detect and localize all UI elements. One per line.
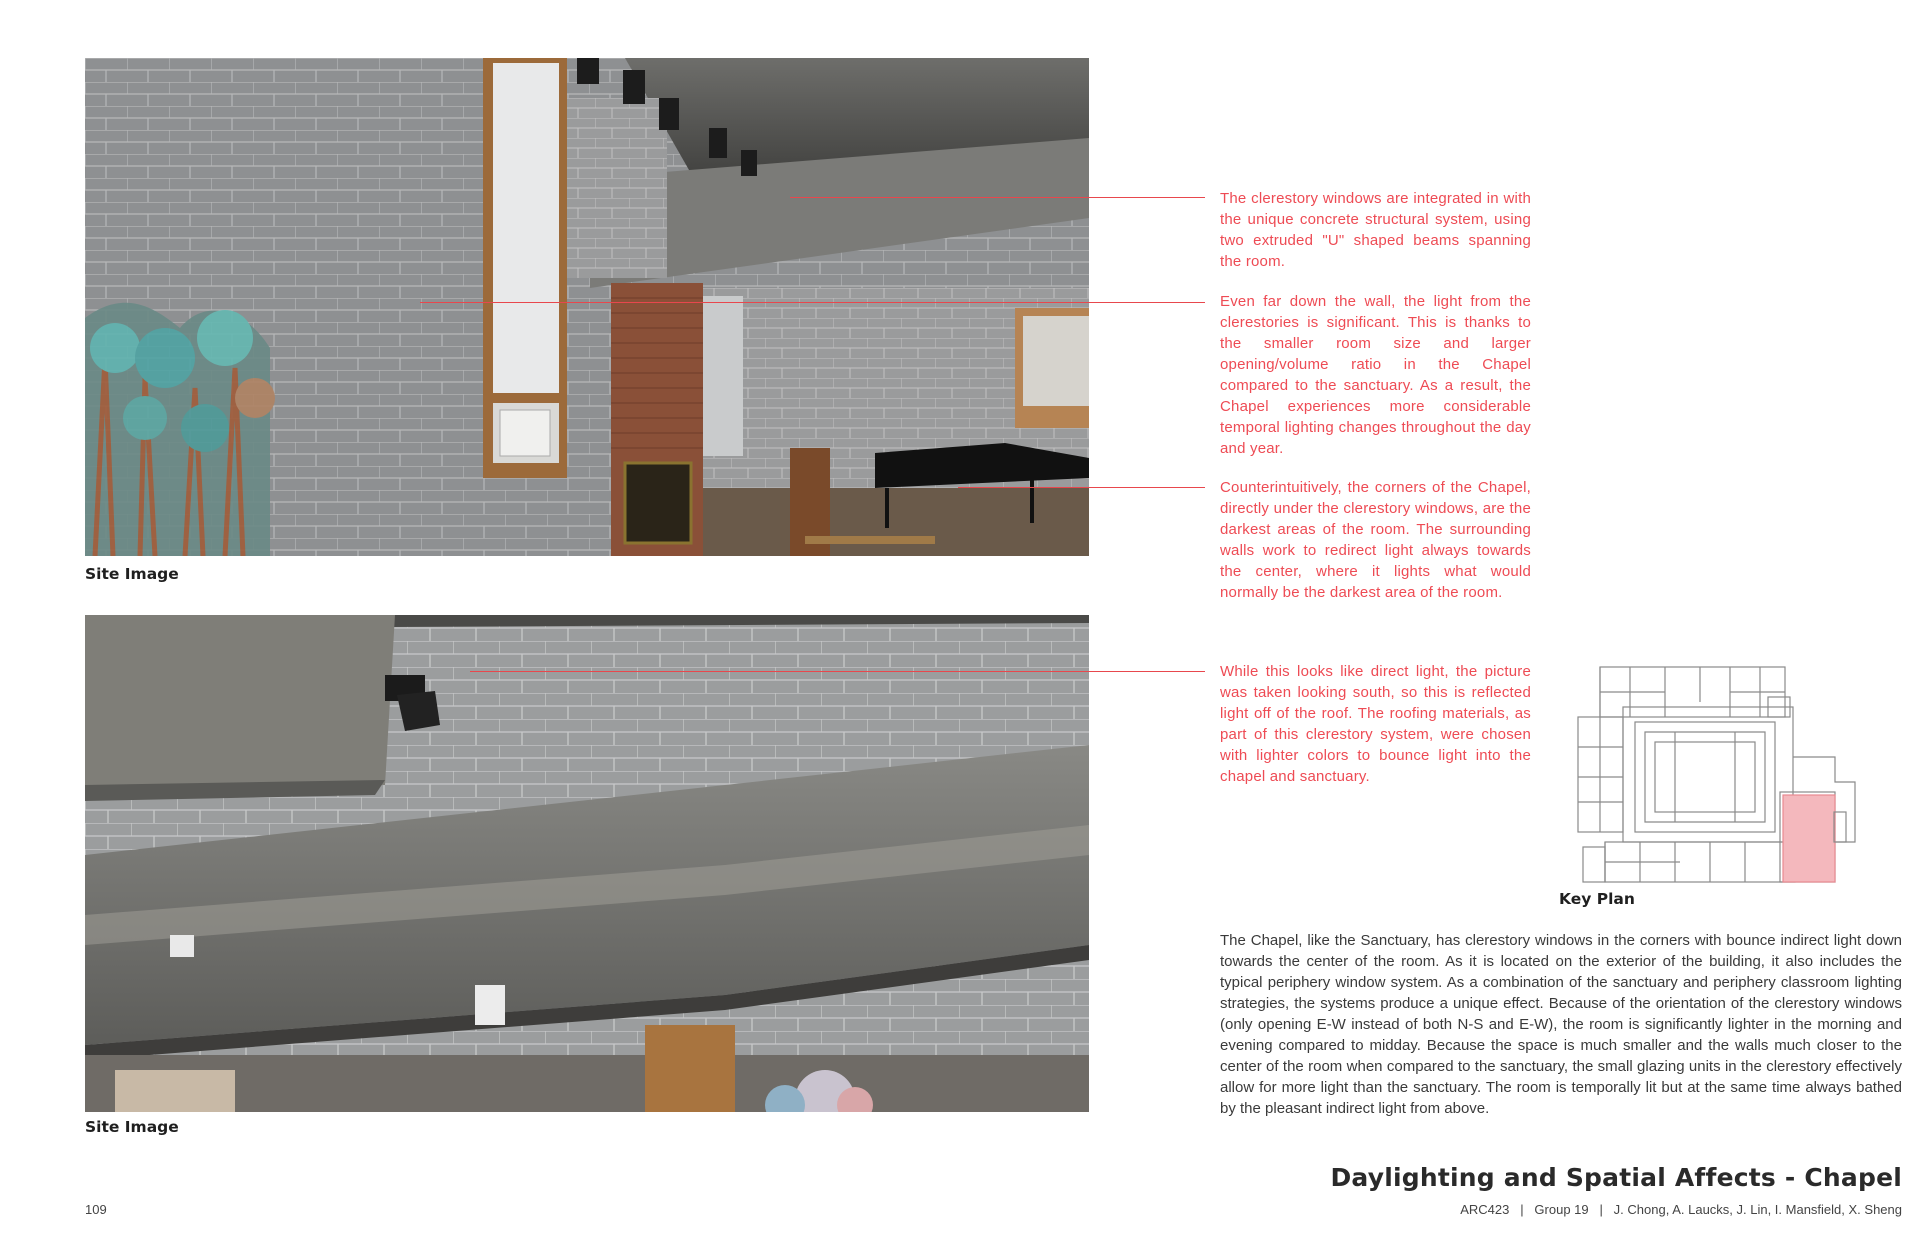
- annotation-note: While this looks like direct light, the picture was taken looking south, so this is reflected light off of the roof. The roofing materials, as part of this clerestory system, were chosen with lighter colors to bounce light into the chapel and sanctuary.: [1220, 663, 1531, 785]
- site-photo-chapel-interior: [85, 58, 1089, 556]
- leader-line: [470, 671, 1205, 672]
- page-title: Daylighting and Spatial Affects - Chapel: [1330, 1163, 1902, 1192]
- key-plan-title: Key Plan: [1559, 890, 1635, 908]
- photo-caption: Site Image: [85, 1118, 179, 1136]
- key-plan-drawing: [1570, 662, 1865, 890]
- annotation-note: Even far down the wall, the light from the clerestories is significant. This is thanks to the smaller room size and larger opening/volume ratio in the Chapel compared to the sanctuary. As a result, the Chapel experiences more considerable temporal lighting changes throughout the day and year.: [1220, 293, 1531, 457]
- leader-line: [420, 302, 1205, 303]
- body-paragraph: The Chapel, like the Sanctuary, has clerestory windows in the corners with bounce indirect light down towards the center of the room. As it is located on the exterior of the building, it also includes the typical periphery window system. As a combination of the sanctuary and periphery classroom lighting strategies, the systems produce a unique effect. Because of the orientation of the clerestory windows (only opening E-W instead of both N-S and E-W), the room is significantly lighter in the morning and evening compared to midday. Because the space is much smaller and the walls much closer to the center of the room when compared to the sanctuary, the small glazing units in the clerestory effectively allow for more light than the sanctuary. The room is temporally lit but at the same time always bathed by the pleasant indirect light from above.: [1220, 932, 1902, 1117]
- site-photo-clerestory-wall: [85, 615, 1089, 1112]
- leader-line: [790, 197, 1205, 198]
- annotation-note: Counterintuitively, the corners of the Chapel, directly under the clerestory windows, are the darkest areas of the room. The surrounding walls work to redirect light always towards the center, where it lights what would normally be the darkest area of the room.: [1220, 479, 1531, 601]
- page-number: 109: [85, 1202, 107, 1217]
- annotation-note: The clerestory windows are integrated in with the unique concrete structural system, using two extruded "U" shaped beams spanning the room.: [1220, 190, 1531, 270]
- photo-caption: Site Image: [85, 565, 179, 583]
- footer-credits: ARC423 | Group 19 | J. Chong, A. Laucks, J. Lin, I. Mansfield, X. Sheng: [1460, 1202, 1902, 1217]
- leader-line: [958, 487, 1205, 488]
